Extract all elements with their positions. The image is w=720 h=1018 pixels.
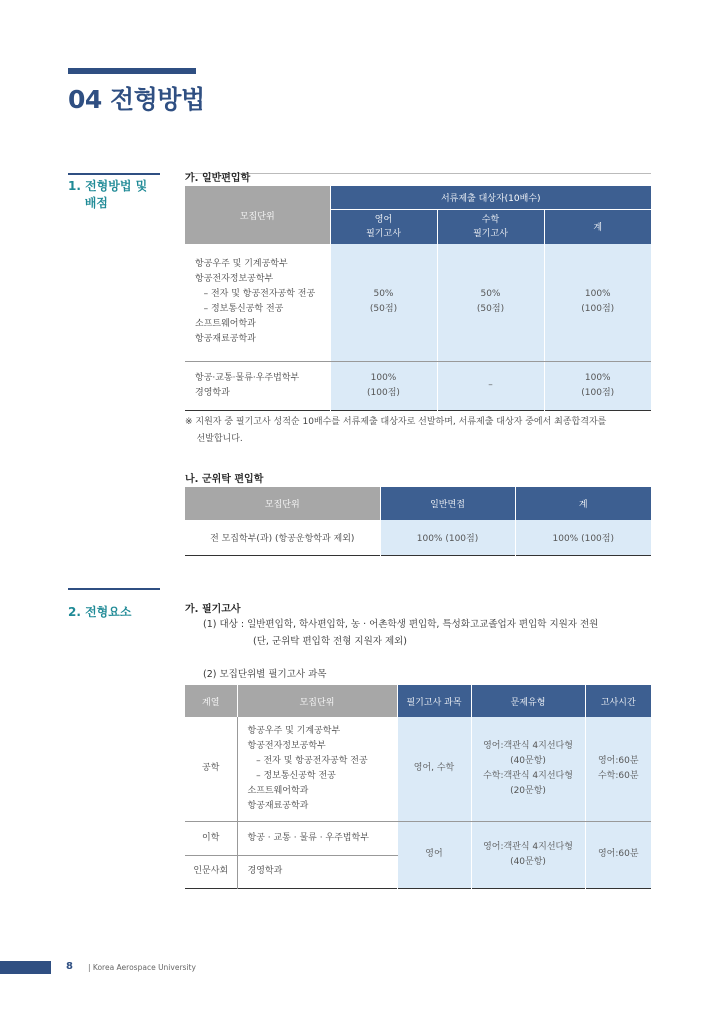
score-cell: – — [437, 361, 544, 410]
total-header: 계 — [515, 487, 651, 520]
subjects-cell: 영어, 수학 — [397, 717, 471, 821]
exam-subjects-table — [185, 685, 651, 889]
subsection-written-exam: 가. 필기고사 — [185, 604, 241, 615]
unit-cell: 경영학과 — [237, 855, 397, 888]
score-table-general — [185, 186, 651, 411]
unit-cell: 항공우주 및 기계공학부 항공전자정보공학부 – 전자 및 항공전자공학 전공 – 정보통신공학 전공 소프트웨어학과 항공재료공학과 — [185, 244, 330, 361]
interview-header: 일반면접 — [380, 487, 515, 520]
total-header: 계 — [544, 209, 651, 244]
score-cell: 100% (100점) — [330, 361, 437, 410]
score-cell: 100% (100점) — [544, 244, 651, 361]
unit-cell: 전 모집학부(과) (항공운항학과 제외) — [210, 533, 355, 544]
question-type-cell: 영어:객관식 4지선다형 (40문항) — [471, 821, 585, 888]
footer-university: | Korea Aerospace University — [88, 963, 196, 972]
score-cell: 100% (100점) — [380, 520, 515, 555]
exam-target-line: (1) 대상 : 일반편입학, 학사편입학, 농 · 어촌학생 편입학, 특성화고교졸업자 편입학 지원자 전원 — [203, 619, 599, 630]
exam-exclusion-line: (단, 군위탁 편입학 전형 지원자 제외) — [253, 636, 408, 647]
title-accent-bar — [68, 68, 196, 74]
subsection-military-transfer: 나. 군위탁 편입학 — [185, 474, 264, 485]
section2-rule — [68, 588, 160, 590]
english-header: 영어 필기고사 — [330, 209, 437, 244]
unit-header: 모집단위 — [185, 487, 380, 520]
exam-time-cell: 영어:60분 — [585, 821, 651, 888]
exam-subjects-caption: (2) 모집단위별 필기고사 과목 — [203, 669, 327, 680]
score-cell: 100% (100점) — [515, 520, 651, 555]
field-cell: 이학 — [185, 821, 237, 855]
section1-subrule — [185, 173, 651, 174]
unit-cell: 항공·교통·물류·우주법학부 경영학과 — [195, 372, 300, 398]
math-header: 수학 필기고사 — [437, 209, 544, 244]
subjects-header: 필기고사 과목 — [397, 685, 471, 717]
page-number: 8 — [66, 961, 73, 972]
field-cell: 인문사회 — [193, 866, 229, 876]
field-cell: 공학 — [185, 717, 237, 821]
subsection-general-transfer: 가. 일반편입학 — [185, 173, 251, 184]
footer-bar — [0, 961, 51, 974]
subjects-cell: 영어 — [397, 821, 471, 888]
section1-heading: 1. 전형방법 및 배점 — [68, 179, 148, 210]
unit-header: 모집단위 — [237, 685, 397, 717]
score-table-military — [185, 487, 651, 556]
score-cell: 50% (50점) — [330, 244, 437, 361]
section1-rule — [68, 173, 160, 175]
unit-header: 모집단위 — [185, 186, 330, 244]
score-cell: 50% (50점) — [437, 244, 544, 361]
unit-cell: 항공우주 및 기계공학부 항공전자정보공학부 – 전자 및 항공전자공학 전공 – 정보통신공학 전공 소프트웨어학과 항공재료공학과 — [237, 717, 397, 821]
field-header: 계열 — [185, 685, 237, 717]
exam-time-header: 고사시간 — [585, 685, 651, 717]
selection-note: ※ 지원자 중 필기고사 성적순 10배수를 서류제출 대상자로 선발하며, 서류제출 대상자 중에서 최종합격자를 선발합니다. — [185, 417, 607, 444]
page-title: 04 전형방법 — [68, 85, 205, 114]
section2-heading: 2. 전형요소 — [68, 605, 132, 619]
group-header: 서류제출 대상자(10배수) — [330, 186, 651, 209]
exam-time-cell: 영어:60분 수학:60분 — [585, 717, 651, 821]
question-type-cell: 영어:객관식 4지선다형 (40문항) 수학:객관식 4지선다형 (20문항) — [471, 717, 585, 821]
unit-cell: 항공 · 교통 · 물류 · 우주법학부 — [237, 821, 397, 855]
question-type-header: 문제유형 — [471, 685, 585, 717]
score-cell: 100% (100점) — [544, 361, 651, 410]
